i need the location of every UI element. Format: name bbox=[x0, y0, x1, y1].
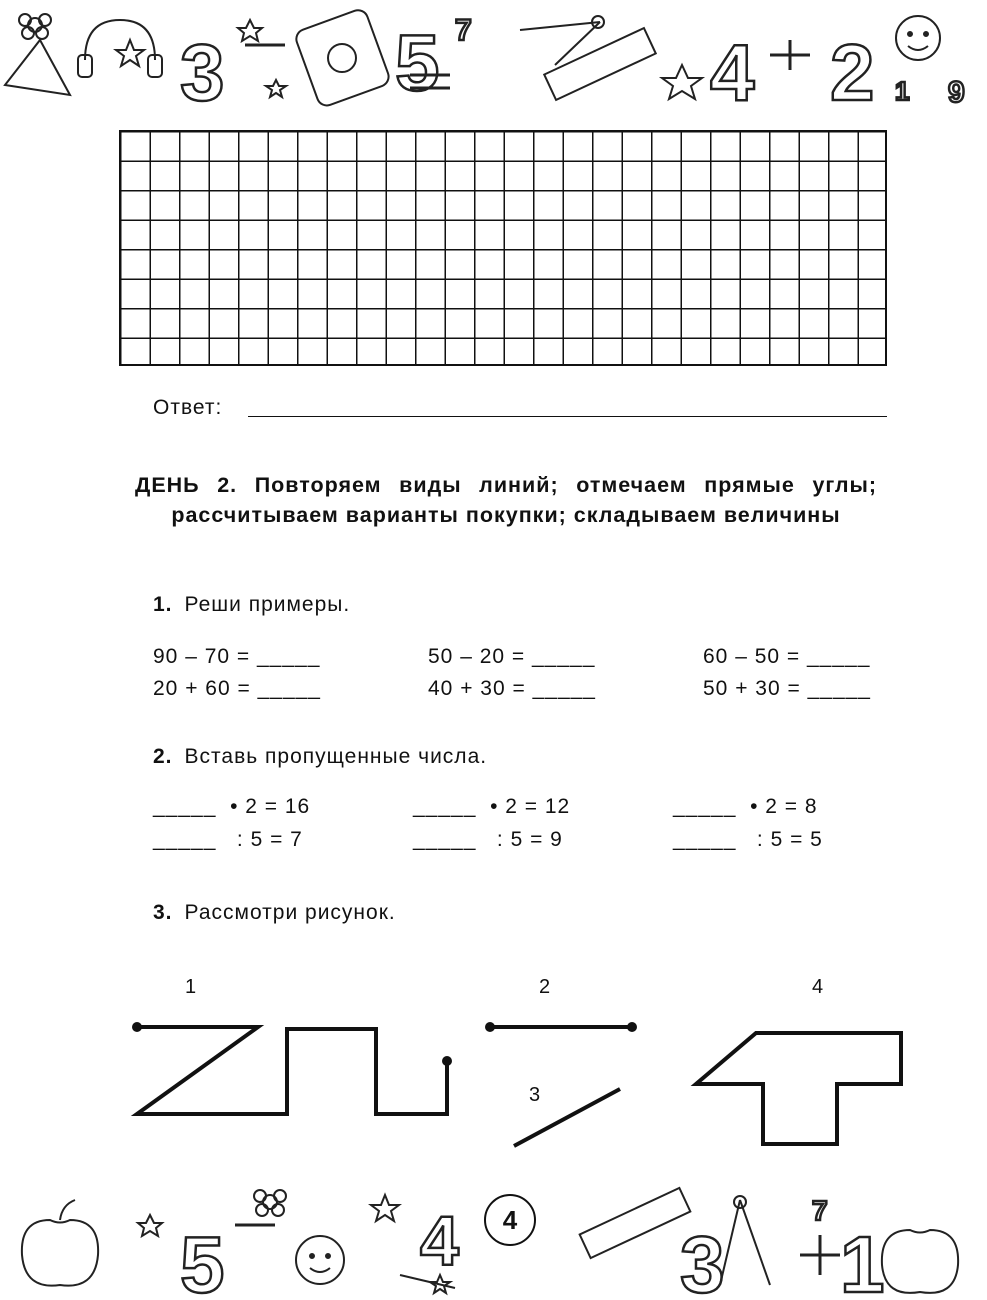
figure-1-start-point bbox=[132, 1022, 142, 1032]
task-1-title bbox=[153, 593, 350, 617]
header-digit-4: 4 bbox=[710, 28, 755, 110]
figure-1-open-polyline bbox=[137, 1027, 447, 1114]
task-2-expr: _____ • 2 = 12 bbox=[413, 795, 571, 818]
ruler-icon bbox=[544, 28, 656, 100]
task-2-expr: _____ • 2 = 16 bbox=[153, 795, 311, 818]
task-2-title bbox=[153, 745, 487, 769]
flower-icon-2 bbox=[254, 1190, 286, 1216]
header-digit-2: 2 bbox=[830, 28, 875, 110]
page-number: 4 bbox=[484, 1194, 536, 1246]
footer-digit-5: 5 bbox=[180, 1220, 225, 1300]
header-digit-5: 5 bbox=[395, 18, 440, 107]
task-2-text: Вставь пропущенные числа. bbox=[184, 745, 488, 768]
task-1-expr: 90 – 70 = _____ bbox=[153, 645, 321, 668]
answer-line[interactable] bbox=[248, 416, 887, 417]
star-icon-6 bbox=[138, 1215, 162, 1236]
header-digit-3: 3 bbox=[180, 28, 225, 110]
triangle-ruler-icon bbox=[5, 40, 70, 95]
figure-1-end-point bbox=[442, 1056, 452, 1066]
figure-label-2: 2 bbox=[539, 976, 551, 998]
task-1-number: 1. bbox=[153, 593, 173, 616]
task-2-expr: _____ : 5 = 7 bbox=[153, 828, 303, 851]
figure-2-end-point bbox=[627, 1022, 637, 1032]
task-3-text: Рассмотри рисунок. bbox=[184, 901, 396, 924]
task-1-expr: 20 + 60 = _____ bbox=[153, 677, 321, 700]
header-digit-1: 1 bbox=[895, 76, 910, 106]
squared-grid bbox=[119, 130, 887, 366]
kid-face-icon bbox=[896, 16, 940, 60]
task-1-expr: 40 + 30 = _____ bbox=[428, 677, 596, 700]
lines-figure bbox=[0, 1000, 987, 1170]
day-heading: ДЕНЬ 2. Повторяем виды линий; отмечаем прямые углы; рассчитываем варианты покупки; складываем величины bbox=[135, 473, 877, 527]
task-2-expr: _____ : 5 = 5 bbox=[673, 828, 823, 851]
answer-label: Ответ: bbox=[153, 396, 223, 419]
task-1-expr: 60 – 50 = _____ bbox=[703, 645, 871, 668]
footer-digit-4: 4 bbox=[420, 1202, 459, 1280]
apple-icon bbox=[22, 1220, 98, 1286]
ruler-icon-2 bbox=[580, 1188, 691, 1258]
task-2-expr: _____ • 2 = 8 bbox=[673, 795, 818, 818]
phone-icon bbox=[294, 7, 392, 108]
smiley-icon bbox=[328, 44, 356, 72]
header-digit-9: 9 bbox=[948, 76, 965, 109]
figure-3-line bbox=[514, 1089, 620, 1146]
apple-icon-2 bbox=[882, 1230, 958, 1293]
kid-face-icon-2 bbox=[296, 1236, 344, 1284]
task-3-title bbox=[153, 901, 396, 925]
task-2-expr: _____ : 5 = 9 bbox=[413, 828, 563, 851]
footer-digit-3: 3 bbox=[680, 1220, 725, 1300]
task-1-text: Реши примеры. bbox=[184, 593, 351, 616]
header-doodle-border bbox=[0, 0, 987, 110]
star-icon-2 bbox=[662, 65, 702, 99]
header-digit-7: 7 bbox=[455, 14, 472, 47]
figure-2-start-point bbox=[485, 1022, 495, 1032]
star-icon-4 bbox=[266, 80, 286, 97]
footer-digit-7: 7 bbox=[812, 1195, 828, 1226]
figure-label-4: 4 bbox=[812, 976, 824, 998]
task-2-number: 2. bbox=[153, 745, 173, 768]
task-1-expr: 50 – 20 = _____ bbox=[428, 645, 596, 668]
task-3-number: 3. bbox=[153, 901, 173, 924]
star-icon-3 bbox=[238, 20, 262, 41]
footer-digit-1: 1 bbox=[840, 1220, 885, 1300]
figure-4-closed-polyline bbox=[696, 1033, 901, 1144]
flower-icon bbox=[19, 14, 51, 39]
figure-label-3: 3 bbox=[529, 1084, 541, 1106]
figure-label-1: 1 bbox=[185, 976, 197, 998]
star-icon-5 bbox=[371, 1195, 399, 1221]
compass-icon bbox=[520, 22, 600, 30]
star-icon bbox=[116, 40, 144, 66]
task-1-expr: 50 + 30 = _____ bbox=[703, 677, 871, 700]
